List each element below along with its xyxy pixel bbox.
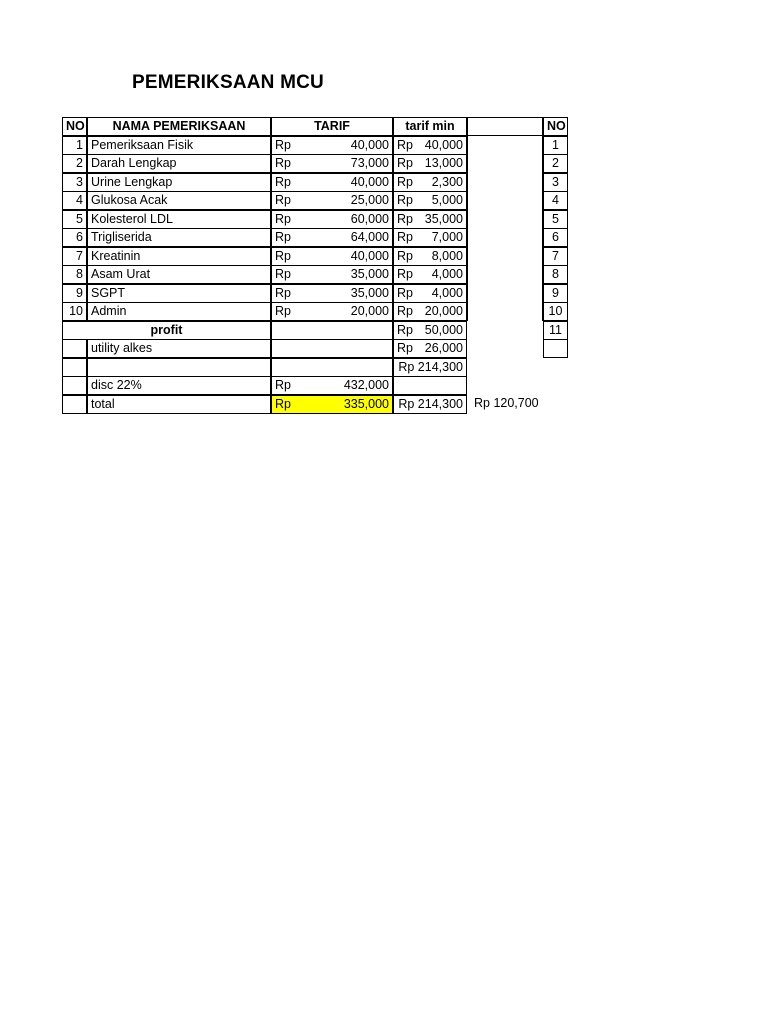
profit-tarif[interactable] xyxy=(271,321,393,340)
row-tarif[interactable] xyxy=(271,265,393,284)
amount-value: 50,000 xyxy=(424,322,463,337)
header-no-2[interactable]: NO xyxy=(543,117,568,136)
amount-value: 4,000 xyxy=(431,285,463,300)
currency-label: Rp xyxy=(397,267,413,281)
row-no-2[interactable]: 6 xyxy=(543,228,568,247)
row-no[interactable]: 3 xyxy=(62,173,87,192)
row-name[interactable]: Asam Urat xyxy=(87,265,271,284)
amount-value: 20,000 xyxy=(424,304,463,318)
header-name[interactable]: NAMA PEMERIKSAAN xyxy=(87,117,271,136)
amount-value: 8,000 xyxy=(431,248,463,263)
row-tarif-min[interactable] xyxy=(393,191,467,210)
currency-label: Rp xyxy=(275,304,291,318)
amount-value: 5,000 xyxy=(431,193,463,207)
amount-value: 2,300 xyxy=(431,174,463,189)
row-no-2[interactable]: 4 xyxy=(543,191,568,210)
row-tarif-min[interactable] xyxy=(393,210,467,229)
subtotal-label[interactable] xyxy=(87,358,271,377)
row-no-2[interactable]: 10 xyxy=(543,302,568,321)
disc-no[interactable] xyxy=(62,376,87,395)
row-no-2[interactable]: 7 xyxy=(543,247,568,266)
row-tarif-min[interactable] xyxy=(393,154,467,173)
row-tarif-min[interactable] xyxy=(393,265,467,284)
profit-label[interactable]: profit xyxy=(62,321,271,340)
row-tarif-min[interactable] xyxy=(393,228,467,247)
currency-label: Rp xyxy=(275,230,291,244)
currency-label: Rp xyxy=(397,248,413,263)
currency-label: Rp xyxy=(397,193,413,207)
row-tarif[interactable] xyxy=(271,173,393,192)
currency-label: Rp xyxy=(275,285,291,300)
row-tarif[interactable] xyxy=(271,247,393,266)
row-no[interactable]: 9 xyxy=(62,284,87,303)
currency-label: Rp xyxy=(397,322,413,337)
header-no[interactable]: NO xyxy=(62,117,87,136)
row-tarif[interactable] xyxy=(271,210,393,229)
row-no[interactable]: 10 xyxy=(62,302,87,321)
amount-value: 4,000 xyxy=(431,267,463,281)
row-no[interactable]: 8 xyxy=(62,265,87,284)
row-no-2[interactable]: 8 xyxy=(543,265,568,284)
row-tarif[interactable] xyxy=(271,228,393,247)
row-no[interactable]: 4 xyxy=(62,191,87,210)
amount-value: 25,000 xyxy=(350,193,389,207)
row-empty[interactable] xyxy=(467,265,543,284)
amount-value: 20,000 xyxy=(350,304,389,318)
profit-min[interactable] xyxy=(393,321,467,340)
row-name[interactable]: Darah Lengkap xyxy=(87,154,271,173)
currency-label: Rp xyxy=(275,174,291,189)
utility-label[interactable]: utility alkes xyxy=(87,339,271,358)
row-name[interactable]: SGPT xyxy=(87,284,271,303)
total-no[interactable] xyxy=(62,395,87,414)
row-empty[interactable] xyxy=(467,210,543,229)
subtotal-no[interactable] xyxy=(62,358,87,377)
row-no[interactable]: 7 xyxy=(62,247,87,266)
row-no-2[interactable]: 5 xyxy=(543,210,568,229)
header-tarif[interactable]: TARIF xyxy=(271,117,393,136)
row-no[interactable]: 5 xyxy=(62,210,87,229)
currency-label: Rp xyxy=(275,378,291,392)
currency-label: Rp xyxy=(275,248,291,263)
disc-label[interactable]: disc 22% xyxy=(87,376,271,395)
row-empty[interactable] xyxy=(467,191,543,210)
row-tarif-min[interactable] xyxy=(393,302,467,321)
row-tarif-min[interactable] xyxy=(393,136,467,155)
row-empty[interactable] xyxy=(467,302,543,321)
currency-label: Rp xyxy=(275,137,291,152)
subtotal-min[interactable]: Rp 214,300 xyxy=(393,358,467,377)
disc-min[interactable] xyxy=(393,376,467,395)
currency-label: Rp xyxy=(275,156,291,170)
row-name[interactable]: Urine Lengkap xyxy=(87,173,271,192)
row-no-2[interactable]: 3 xyxy=(543,173,568,192)
row-name[interactable]: Admin xyxy=(87,302,271,321)
amount-value: 13,000 xyxy=(424,156,463,170)
total-label[interactable]: total xyxy=(87,395,271,414)
row-empty[interactable] xyxy=(467,284,543,303)
currency-label: Rp xyxy=(397,211,413,226)
profit-no-2[interactable]: 11 xyxy=(543,321,568,340)
currency-label: Rp xyxy=(397,341,413,355)
currency-label: Rp xyxy=(275,211,291,226)
row-no[interactable]: 2 xyxy=(62,154,87,173)
utility-min[interactable] xyxy=(393,339,467,358)
row-empty[interactable] xyxy=(467,247,543,266)
utility-no-2[interactable] xyxy=(543,339,568,358)
row-tarif[interactable] xyxy=(271,191,393,210)
subtotal-tarif[interactable] xyxy=(271,358,393,377)
currency-label: Rp xyxy=(397,156,413,170)
row-name[interactable]: Glukosa Acak xyxy=(87,191,271,210)
utility-tarif[interactable] xyxy=(271,339,393,358)
currency-label: Rp xyxy=(397,285,413,300)
row-empty[interactable] xyxy=(467,154,543,173)
amount-value: 60,000 xyxy=(350,211,389,226)
row-tarif[interactable] xyxy=(271,284,393,303)
amount-value: 7,000 xyxy=(431,230,463,244)
currency-label: Rp xyxy=(397,174,413,189)
utility-no[interactable] xyxy=(62,339,87,358)
amount-value: 335,000 xyxy=(343,396,389,411)
page-title: PEMERIKSAAN MCU xyxy=(132,72,324,93)
amount-value: 26,000 xyxy=(424,341,463,355)
amount-value: 40,000 xyxy=(350,174,389,189)
header-tarif-min[interactable]: tarif min xyxy=(393,117,467,136)
currency-label: Rp xyxy=(275,267,291,281)
amount-value: 35,000 xyxy=(424,211,463,226)
row-tarif-min[interactable] xyxy=(393,173,467,192)
amount-value: 64,000 xyxy=(350,230,389,244)
row-name[interactable]: Trigliserida xyxy=(87,228,271,247)
spacer[interactable] xyxy=(568,339,574,358)
row-no-2[interactable]: 2 xyxy=(543,154,568,173)
row-tarif[interactable] xyxy=(271,136,393,155)
amount-value: 432,000 xyxy=(343,378,389,392)
row-no-2[interactable]: 1 xyxy=(543,136,568,155)
total-diff[interactable]: Rp 120,700 xyxy=(474,395,539,410)
disc-tarif[interactable] xyxy=(271,376,393,395)
total-min[interactable]: Rp 214,300 xyxy=(393,395,467,414)
amount-value: 40,000 xyxy=(350,248,389,263)
row-tarif[interactable] xyxy=(271,302,393,321)
row-no[interactable]: 6 xyxy=(62,228,87,247)
row-tarif-min[interactable] xyxy=(393,284,467,303)
currency-label: Rp xyxy=(275,193,291,207)
row-tarif[interactable] xyxy=(271,154,393,173)
amount-value: 35,000 xyxy=(350,267,389,281)
row-empty[interactable] xyxy=(467,136,543,155)
row-name[interactable]: Kolesterol LDL xyxy=(87,210,271,229)
row-no[interactable]: 1 xyxy=(62,136,87,155)
amount-value: 40,000 xyxy=(424,137,463,152)
amount-value: 73,000 xyxy=(350,156,389,170)
currency-label: Rp xyxy=(397,304,413,318)
row-name[interactable]: Kreatinin xyxy=(87,247,271,266)
row-no-2[interactable]: 9 xyxy=(543,284,568,303)
amount-value: 40,000 xyxy=(350,137,389,152)
currency-label: Rp xyxy=(275,396,291,411)
total-tarif[interactable] xyxy=(271,395,393,414)
currency-label: Rp xyxy=(397,137,413,152)
row-empty[interactable] xyxy=(467,228,543,247)
row-tarif-min[interactable] xyxy=(393,247,467,266)
amount-value: 35,000 xyxy=(350,285,389,300)
row-empty[interactable] xyxy=(467,173,543,192)
currency-label: Rp xyxy=(397,230,413,244)
row-name[interactable]: Pemeriksaan Fisik xyxy=(87,136,271,155)
header-empty[interactable] xyxy=(467,117,543,136)
